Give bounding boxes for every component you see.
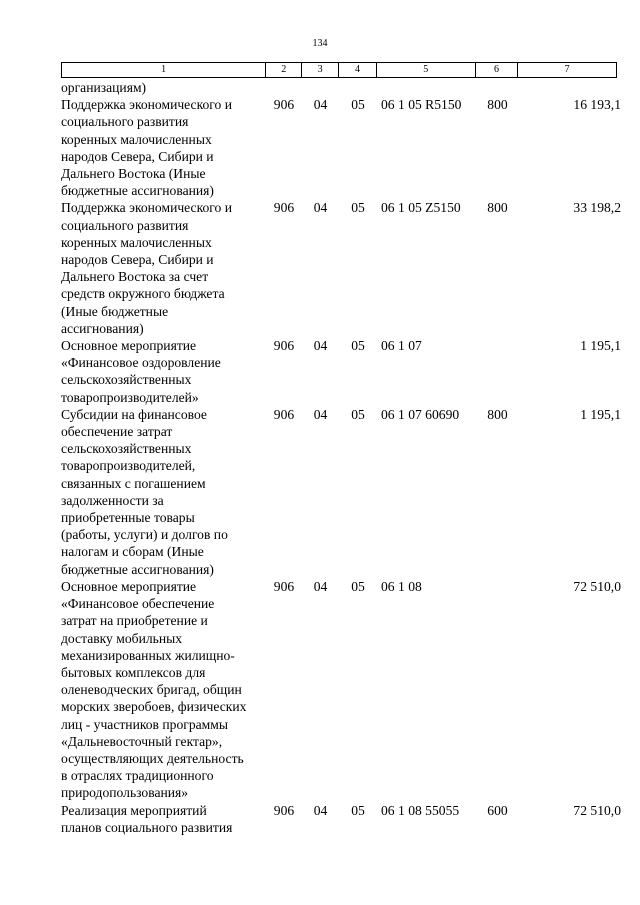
description-line: приобретенные товары [61, 510, 195, 526]
expense-type-code [476, 337, 519, 406]
section-code: 04 [313, 578, 328, 594]
subsection-code: 05 [351, 97, 365, 113]
target-article-code: 06 1 08 [381, 578, 422, 594]
description-line: социального развития [61, 217, 189, 233]
subsection-code: 05 [351, 200, 365, 216]
description-line: Реализация мероприятий [61, 802, 207, 818]
description-line: осуществляющих деятельность [61, 750, 244, 766]
gr-code: 906 [273, 578, 295, 594]
description-line: сельскохозяйственных [61, 372, 192, 388]
amount: 1 195,1 [580, 406, 621, 422]
column-header: 1 [62, 63, 266, 77]
description-line: товаропроизводителей, [61, 458, 196, 474]
description-line: Основное мероприятие [61, 578, 197, 594]
column-header: 3 [302, 63, 339, 77]
gr-code: 906 [273, 406, 295, 422]
description-line: средств окружного бюджета [61, 286, 225, 302]
amount: 72 510,0 [573, 578, 621, 594]
carry-over-text: организациям) [61, 80, 147, 95]
expense-type-code: 800 [487, 200, 508, 216]
description-line: планов социального развития [61, 819, 233, 835]
description-line: задолженности за [61, 492, 164, 508]
section-code: 04 [313, 338, 328, 354]
table-header [61, 62, 617, 78]
column-header: 7 [564, 64, 570, 75]
row-description [61, 96, 266, 199]
description-line: оленеводческих бригад, общин [61, 682, 242, 698]
row-description [61, 337, 266, 406]
description-line: ассигнования) [61, 320, 144, 336]
description-line: затрат на приобретение и [61, 613, 208, 629]
subsection-code: 05 [351, 802, 365, 818]
section-code: 04 [313, 97, 328, 113]
expense-type-code: 800 [487, 97, 508, 113]
target-article-code: 06 1 05 R5150 [381, 97, 462, 113]
amount: 33 198,2 [573, 200, 621, 216]
target-article-code: 06 1 05 Z5150 [381, 200, 461, 216]
description-line: Основное мероприятие [61, 338, 197, 354]
description-line: «Финансовое обеспечение [61, 596, 215, 612]
description-line: бюджетные ассигнования) [61, 561, 214, 577]
table-row [61, 406, 621, 578]
description-line: налогам и сборам (Иные [61, 544, 204, 560]
table-row [61, 79, 621, 96]
row-description [61, 578, 266, 802]
description-line: «Финансовое оздоровление [61, 355, 221, 371]
gr-code: 906 [273, 338, 295, 354]
description-line: народов Севера, Сибири и [61, 148, 214, 164]
amount: 1 195,1 [580, 338, 621, 354]
table-body [61, 79, 621, 836]
table-row [61, 337, 621, 406]
column-header: 4 [339, 63, 377, 77]
description-line: сельскохозяйственных [61, 441, 192, 457]
gr-code: 906 [273, 802, 295, 818]
expense-type-code [476, 578, 519, 802]
description-line: коренных малочисленных [61, 234, 212, 250]
subsection-code: 05 [351, 406, 365, 422]
table-row [61, 96, 621, 199]
description-line: лиц - участников программы [61, 716, 228, 732]
section-code: 04 [313, 406, 328, 422]
table-row [61, 802, 621, 836]
column-header: 5 [377, 63, 476, 77]
table-row [61, 578, 621, 802]
gr-code: 906 [273, 200, 295, 216]
row-description [61, 406, 266, 578]
description-line: обеспечение затрат [61, 424, 173, 440]
description-line: морских зверобоев, физических [61, 699, 247, 715]
description-line: бытовых комплексов для [61, 664, 206, 680]
description-line: Дальнего Востока за счет [61, 269, 209, 285]
description-line: социального развития [61, 114, 189, 130]
target-article-code: 06 1 08 55055 [381, 802, 460, 818]
subsection-code: 05 [351, 338, 365, 354]
description-line: природопользования» [61, 785, 189, 801]
row-description [61, 199, 266, 337]
column-header: 6 [476, 63, 519, 77]
description-line: товаропроизводителей» [61, 389, 199, 405]
target-article-code: 06 1 07 [381, 338, 422, 354]
description-line: механизированных жилищно- [61, 647, 235, 663]
column-header: 2 [266, 63, 302, 77]
description-line: связанных с погашением [61, 475, 206, 491]
target-article-code: 06 1 07 60690 [381, 406, 460, 422]
description-line: Дальнего Востока (Иные [61, 166, 206, 182]
subsection-code: 05 [351, 578, 365, 594]
description-line: народов Севера, Сибири и [61, 252, 214, 268]
description-line: Поддержка экономического и [61, 200, 233, 216]
description-line: доставку мобильных [61, 630, 183, 646]
section-code: 04 [313, 802, 328, 818]
description-line: коренных малочисленных [61, 131, 212, 147]
table-row [61, 199, 621, 337]
amount: 72 510,0 [573, 802, 621, 818]
description-line: в отраслях традиционного [61, 768, 214, 784]
description-line: «Дальневосточный гектар», [61, 733, 223, 749]
page-number: 134 [312, 38, 328, 49]
expense-type-code: 800 [487, 406, 508, 422]
description-line: Субсидии на финансовое [61, 406, 207, 422]
description-line: бюджетные ассигнования) [61, 183, 214, 199]
row-description [61, 802, 266, 836]
section-code: 04 [313, 200, 328, 216]
description-line: Поддержка экономического и [61, 97, 233, 113]
expense-type-code: 600 [487, 802, 508, 818]
description-line: (работы, услуги) и долгов по [61, 527, 228, 543]
amount: 16 193,1 [573, 97, 621, 113]
description-line: (Иные бюджетные [61, 303, 169, 319]
gr-code: 906 [273, 97, 295, 113]
